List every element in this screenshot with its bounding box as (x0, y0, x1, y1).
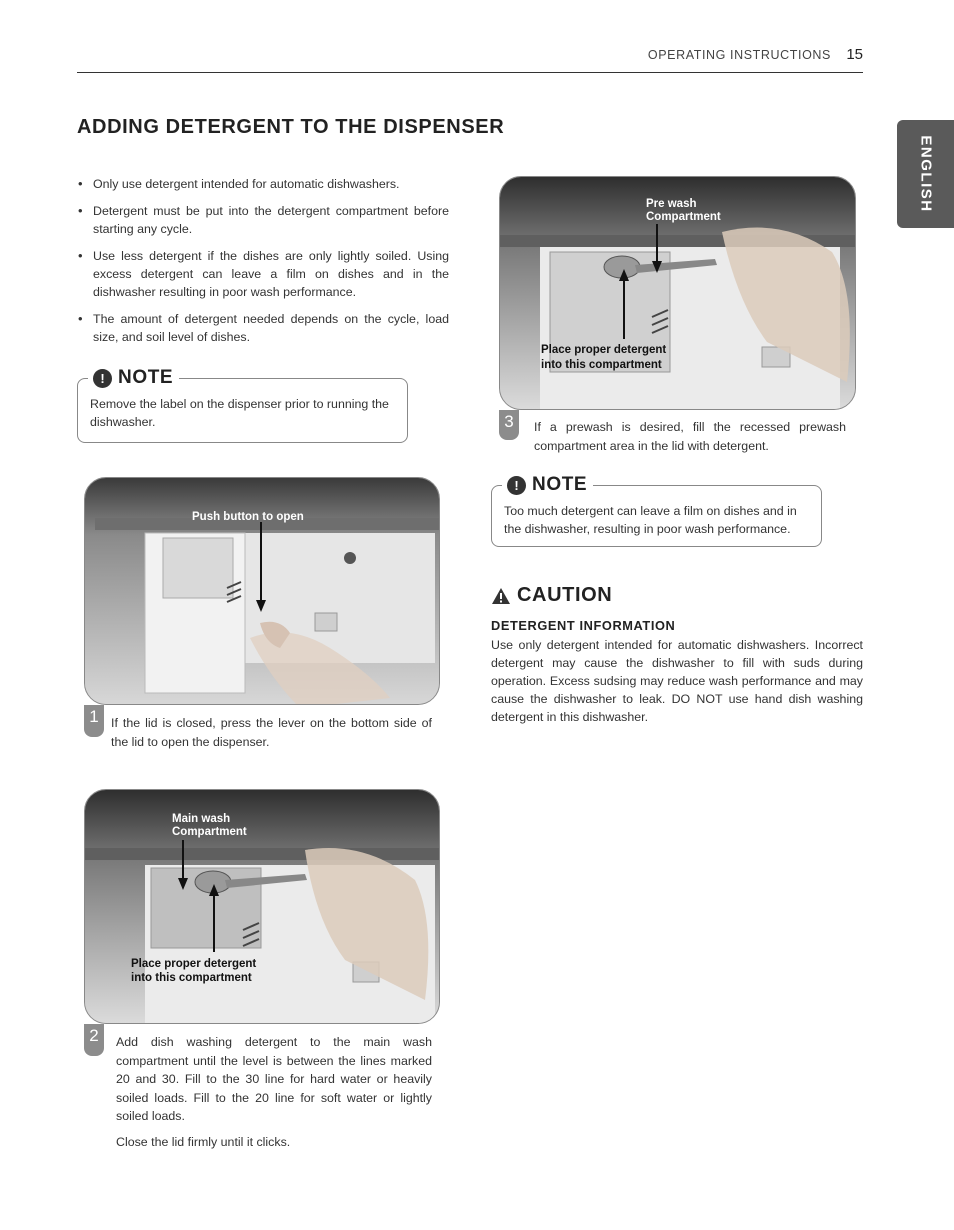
language-tab-label: ENGLISH (917, 135, 934, 213)
photo-label: Push button to open (192, 511, 304, 523)
bullet-list (77, 175, 449, 355)
caution-heading (491, 584, 612, 607)
list-item: • The amount of detergent needed depends on the cycle, load size, and soil level of dishes. (77, 310, 449, 346)
note-title: NOTE (532, 474, 588, 495)
step-1-photo (84, 477, 440, 705)
list-item: • Only use detergent intended for automatic dishwashers. (77, 175, 449, 193)
note-text: Too much detergent can leave a film on dishes and in the dishwasher, resulting in poor wash performance. (504, 504, 797, 536)
step-1-text: If the lid is closed, press the lever on the bottom side of the lid to open the dispenser. (111, 716, 432, 749)
photo-label: into this compartment (541, 359, 662, 371)
note-title: NOTE (118, 367, 174, 388)
photo-label: into this compartment (131, 972, 252, 984)
photo-label: Main wash (172, 813, 231, 825)
step-2-text: Add dish washing detergent to the main wash compartment until the level is between the lines marked 20 and 30. Fill to the 30 line for hard water or heavily soiled loads. Fill to the 20 line for soft water or lightly soiled loads. (116, 1035, 432, 1123)
exclamation-icon: ! (93, 369, 112, 388)
warning-triangle-icon (491, 587, 511, 605)
step-3-photo (499, 176, 856, 410)
photo-label: Compartment (646, 211, 721, 223)
caution-text: Use only detergent intended for automatic dishwashers. Incorrect detergent may cause the dishwasher to fill with suds during operation. Excess sudsing may reduce wash performance and may cause the dishwasher to leak. DO NOT use hand dish washing detergent in this dishwasher. (491, 638, 863, 724)
page-title: ADDING DETERGENT TO THE DISPENSER (77, 116, 505, 138)
step-2-photo (84, 789, 440, 1024)
photo-label: Place proper detergent (131, 958, 257, 970)
photo-label: Compartment (172, 826, 247, 838)
note-box-1 (77, 367, 408, 443)
header-section-title: OPERATING INSTRUCTIONS (647, 48, 831, 62)
note-box-2 (491, 474, 822, 547)
list-item: • Detergent must be put into the detergent compartment before starting any cycle. (77, 202, 449, 238)
page-number: 15 (846, 46, 863, 63)
step-2-extra: Close the lid firmly until it clicks. (116, 1135, 291, 1149)
step-1-tab: 1 (84, 705, 104, 737)
step-3-tab: 3 (499, 410, 519, 440)
caution-title: CAUTION (517, 584, 613, 606)
list-item: • Use less detergent if the dishes are only lightly soiled. Using excess detergent can leave a film on dishes and in the dishwasher resulting in poor wash performance. (77, 247, 449, 301)
language-tab (897, 120, 954, 228)
step-2-tab: 2 (84, 1024, 104, 1056)
photo-label: Pre wash (646, 198, 697, 210)
caution-subtitle: DETERGENT INFORMATION (491, 618, 676, 633)
step-3-text: If a prewash is desired, fill the recessed prewash compartment area in the lid with detergent. (534, 420, 846, 453)
photo-label: Place proper detergent (541, 344, 667, 356)
header-rule (77, 72, 863, 73)
note-text: Remove the label on the dispenser prior to running the dishwasher. (90, 397, 389, 429)
exclamation-icon: ! (507, 476, 526, 495)
